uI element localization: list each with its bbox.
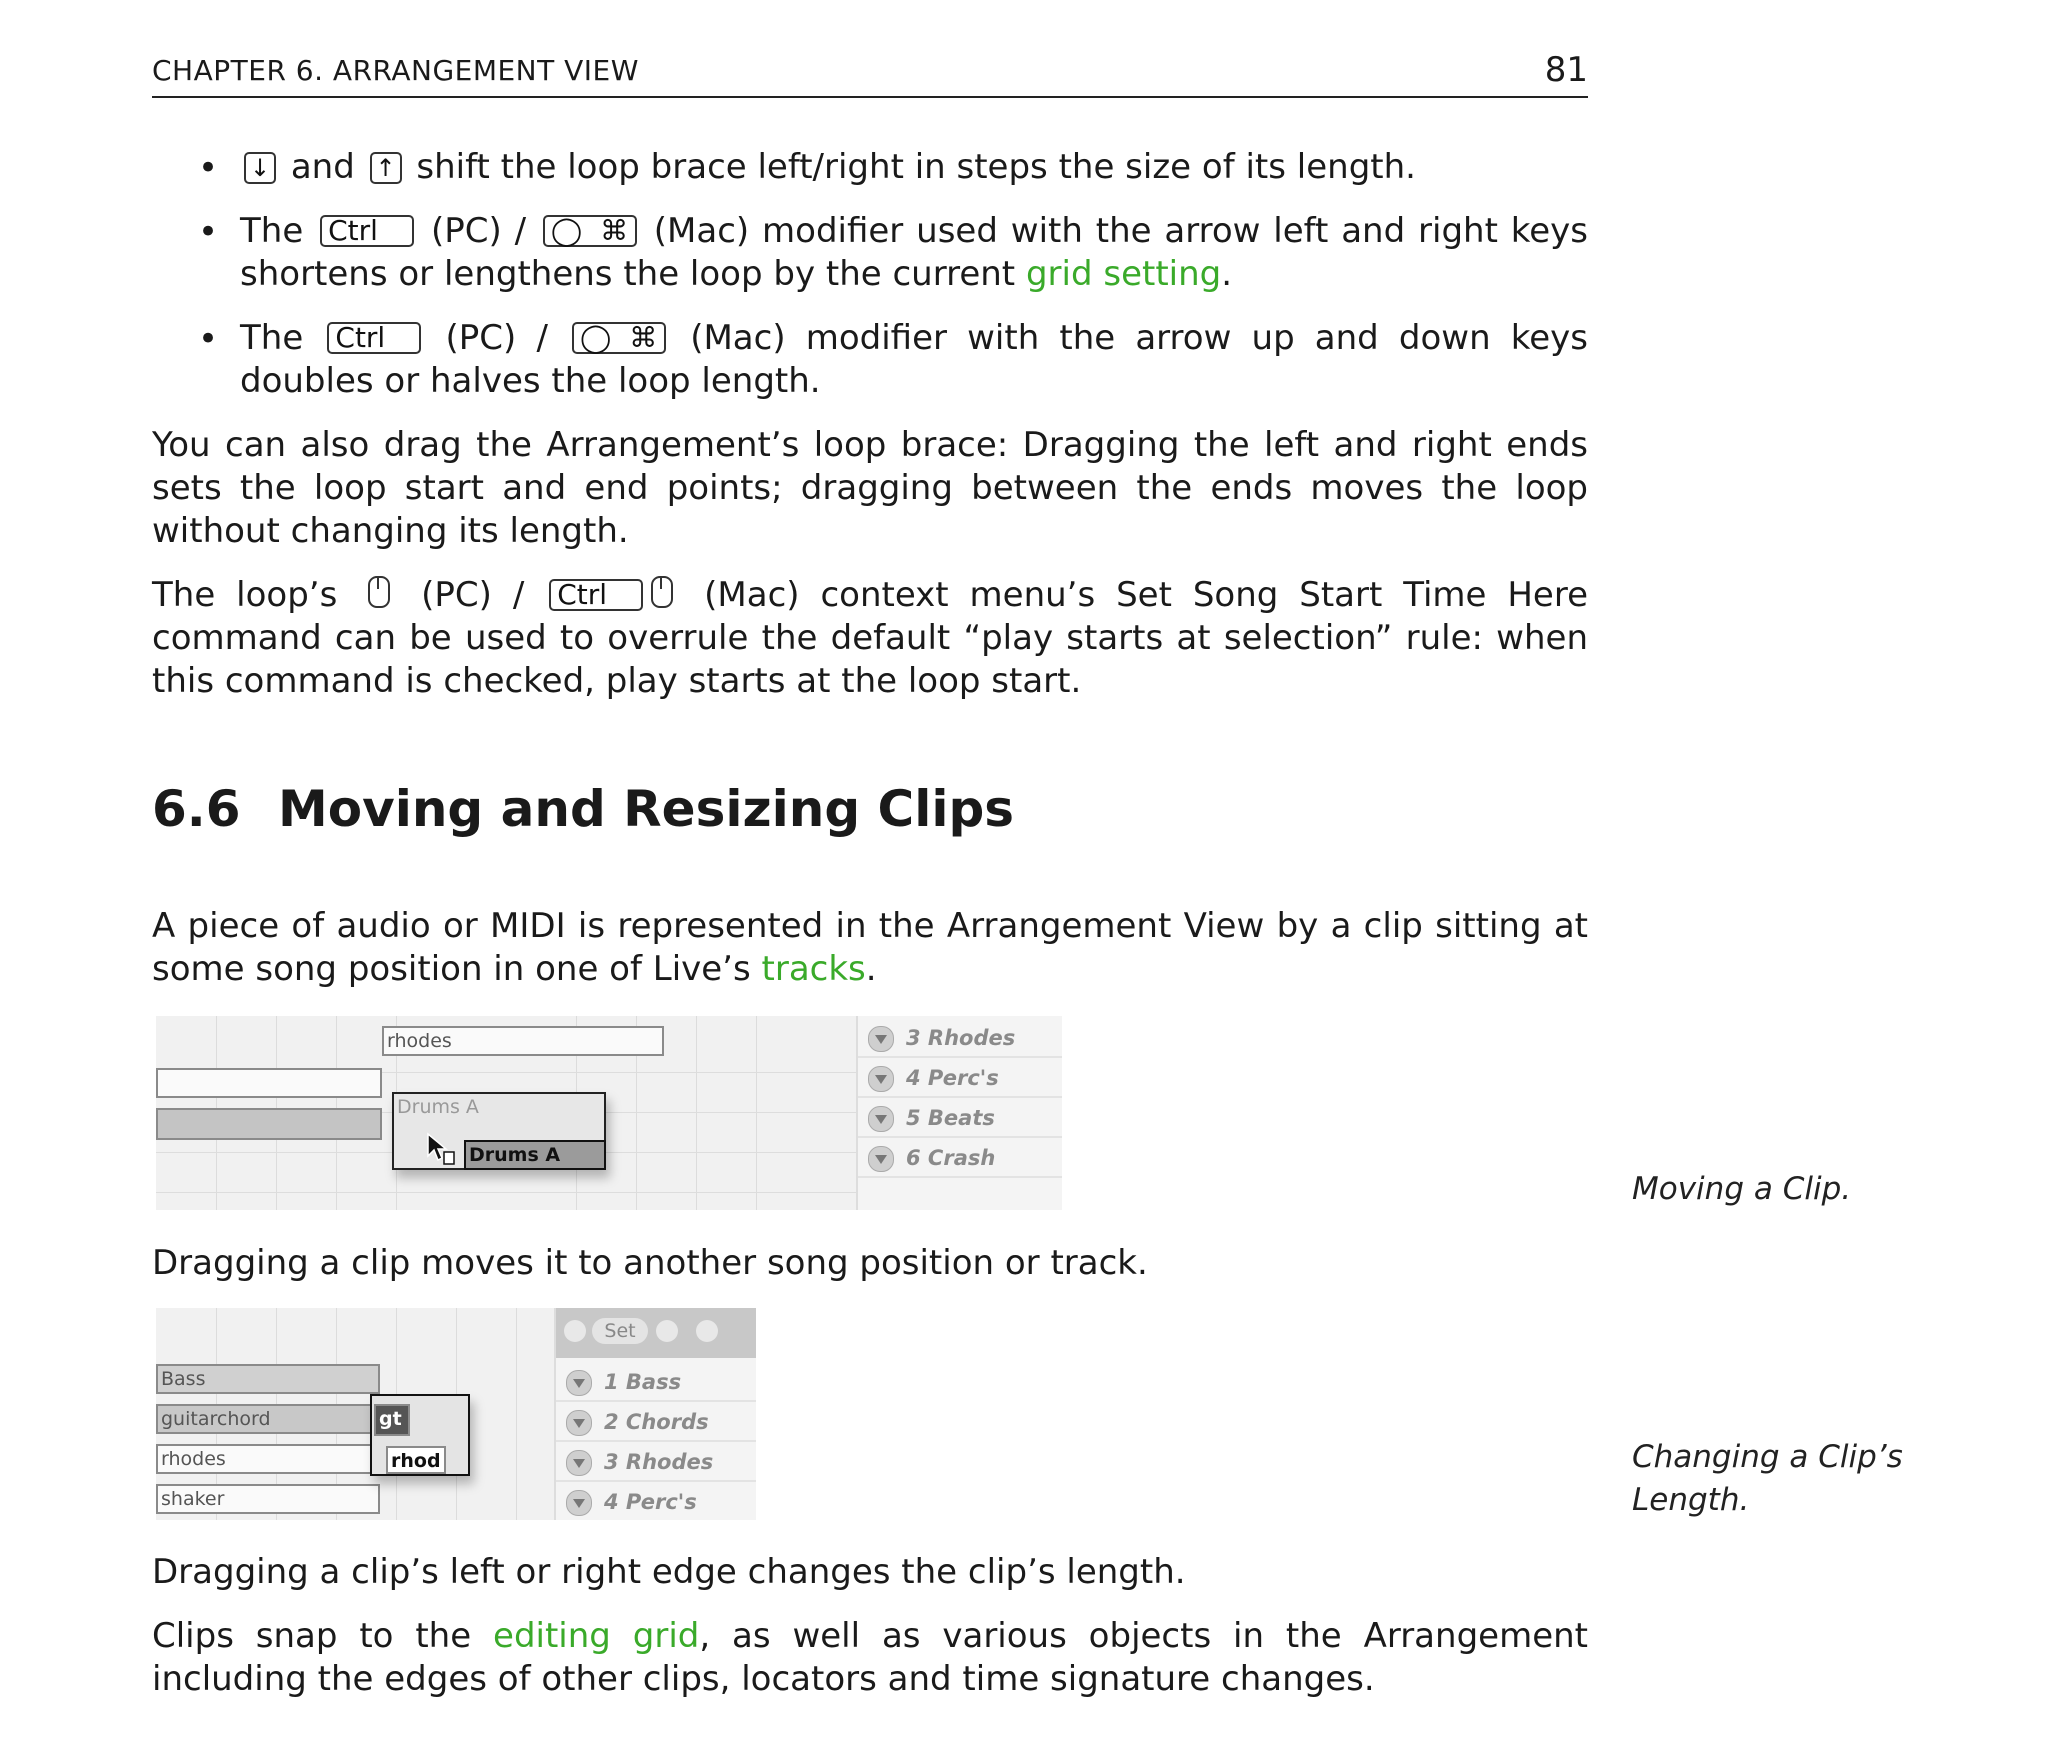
- previous-locator-icon[interactable]: [564, 1320, 586, 1342]
- mouse-right-click-icon: [368, 576, 390, 608]
- figure-caption: Changing a Clip’s Length.: [1632, 1439, 1903, 1518]
- bullet-dot: •: [198, 212, 219, 252]
- paragraph: [152, 905, 1588, 991]
- clip-rhodes[interactable]: rhodes: [382, 1026, 664, 1056]
- fold-triangle-icon[interactable]: [566, 1410, 592, 1436]
- bullet-text: The: [240, 318, 304, 358]
- clip[interactable]: [156, 1068, 382, 1098]
- track-name: 4 Perc's: [906, 1066, 999, 1090]
- paragraph-text: , as well as various objects in the Arrangement including the edges of other clips, locators and time signature changes.: [152, 1616, 1588, 1699]
- ctrl-key: Ctrl: [549, 579, 643, 611]
- bullet-text: (Mac) modifier used with the arrow left and right keys shortens or lengthens the loop by the current: [240, 211, 1589, 294]
- arrow-up-key: ↑: [370, 152, 402, 184]
- editing-grid-link[interactable]: editing grid: [493, 1616, 700, 1656]
- track-header[interactable]: [858, 1060, 1062, 1098]
- fold-triangle-icon[interactable]: [868, 1106, 894, 1132]
- clip[interactable]: [156, 1108, 382, 1140]
- paragraph-text: Clips snap to the: [152, 1616, 472, 1656]
- clip-gt[interactable]: gt: [374, 1404, 410, 1436]
- fold-triangle-icon[interactable]: [566, 1490, 592, 1516]
- section-number: 6.6: [152, 780, 241, 838]
- track-header-panel: [856, 1016, 1062, 1210]
- command-icon: ⌘: [629, 321, 658, 354]
- mouse-pointer-icon: [426, 1132, 456, 1166]
- track-header[interactable]: [858, 1140, 1062, 1178]
- track-name: 3 Rhodes: [604, 1450, 714, 1474]
- apple-command-key: [572, 322, 666, 354]
- ctrl-key: Ctrl: [327, 322, 421, 354]
- bullet-text: (PC) /: [445, 318, 548, 358]
- paragraph-text: A piece of audio or MIDI is represented in the Arrangement View by a clip sitting at some song position in one of Live’s: [152, 906, 1588, 989]
- mouse-click-icon: [651, 576, 673, 608]
- paragraph-text: (PC) /: [421, 575, 525, 615]
- track-name: 5 Beats: [906, 1106, 995, 1130]
- chapter-title: CHAPTER 6. ARRANGEMENT VIEW: [152, 54, 639, 87]
- clip-shaker[interactable]: shaker: [156, 1484, 380, 1514]
- fold-triangle-icon[interactable]: [868, 1146, 894, 1172]
- track-header-panel: [554, 1308, 756, 1520]
- moving-clip-figure: [156, 1016, 1062, 1210]
- track-header[interactable]: [556, 1364, 756, 1402]
- clip-drums-a[interactable]: Drums A: [464, 1140, 606, 1170]
- bullet-item: [240, 317, 1588, 403]
- bullet-text: (Mac) modifier with the arrow up and down keys doubles or halves the loop length.: [240, 318, 1588, 401]
- command-icon: ⌘: [600, 214, 629, 247]
- clip-guitarchord[interactable]: guitarchord: [156, 1404, 380, 1434]
- fold-triangle-icon[interactable]: [566, 1450, 592, 1476]
- bullet-text: .: [1221, 254, 1233, 294]
- track-name: 2 Chords: [604, 1410, 709, 1434]
- tracks-link[interactable]: tracks: [761, 949, 866, 989]
- paragraph-text: .: [865, 949, 877, 989]
- apple-icon: ◯: [550, 214, 583, 247]
- bullet-dot: •: [198, 148, 219, 188]
- clip-bass[interactable]: Bass: [156, 1364, 380, 1394]
- arrow-down-key: ↓: [244, 152, 276, 184]
- clip-rhodes[interactable]: rhodes: [156, 1444, 380, 1474]
- bullet-text: (PC) /: [430, 211, 527, 251]
- ctrl-key: Ctrl: [320, 215, 414, 247]
- paragraph: Dragging a clip’s left or right edge changes the clip’s length.: [152, 1552, 1186, 1592]
- track-name: 4 Perc's: [604, 1490, 697, 1514]
- fold-triangle-icon[interactable]: [868, 1026, 894, 1052]
- paragraph: You can also drag the Arrangement’s loop brace: Dragging the left and right ends sets the loop start and end points; dragging between the ends moves the loop without changing its length.: [152, 425, 1588, 551]
- paragraph: [152, 574, 1588, 703]
- changing-clip-length-figure: [156, 1308, 756, 1520]
- fold-triangle-icon[interactable]: [868, 1066, 894, 1092]
- track-header[interactable]: [858, 1100, 1062, 1138]
- apple-command-key: [543, 215, 637, 247]
- bullet-item: [240, 210, 1588, 296]
- track-name: 6 Crash: [906, 1146, 996, 1170]
- apple-icon: ◯: [580, 321, 612, 354]
- paragraph: [152, 1615, 1588, 1701]
- clip-drums-a-ghost[interactable]: Drums A: [392, 1092, 606, 1170]
- track-name: 3 Rhodes: [906, 1026, 1016, 1050]
- track-header[interactable]: [556, 1484, 756, 1520]
- track-header[interactable]: [556, 1444, 756, 1482]
- track-header[interactable]: [858, 1020, 1062, 1058]
- set-locator-button[interactable]: Set: [592, 1318, 648, 1344]
- page-number: 81: [1544, 50, 1588, 90]
- track-header[interactable]: [556, 1404, 756, 1442]
- paragraph-text: The loop’s: [152, 575, 338, 615]
- locator-bar: [556, 1308, 756, 1358]
- lock-icon[interactable]: [696, 1320, 718, 1342]
- bullet-item: [240, 146, 1588, 189]
- track-name: 1 Bass: [604, 1370, 682, 1394]
- bullet-text: and: [290, 147, 355, 187]
- paragraph: Dragging a clip moves it to another song position or track.: [152, 1243, 1148, 1283]
- fold-triangle-icon[interactable]: [566, 1370, 592, 1396]
- grid-setting-link[interactable]: grid setting: [1025, 254, 1222, 294]
- bullet-text: shift the loop brace left/right in steps the size of its length.: [416, 147, 1416, 187]
- figure-caption: Moving a Clip.: [1632, 1171, 1852, 1207]
- bullet-text: The: [240, 211, 304, 251]
- bullet-dot: •: [198, 319, 219, 359]
- section-title: Moving and Resizing Clips: [278, 780, 1015, 838]
- page-header: [152, 50, 1588, 98]
- section-heading: [152, 780, 1014, 838]
- paragraph-text: (Mac) context menu’s Set Song Start Time Here command can be used to overrule the default “play starts at selection” rule: when this command is checked, play starts at the loop start.: [152, 575, 1588, 701]
- next-locator-icon[interactable]: [656, 1320, 678, 1342]
- clip-rhod[interactable]: rhod: [386, 1446, 446, 1474]
